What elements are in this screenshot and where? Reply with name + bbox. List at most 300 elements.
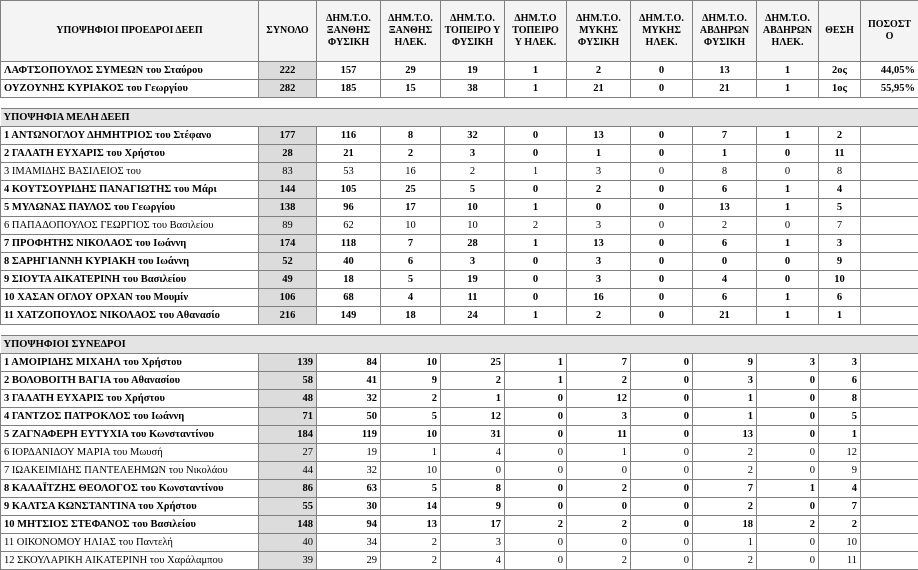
table-row	[1, 217, 918, 235]
table-row	[1, 552, 918, 570]
table-row	[1, 80, 918, 98]
station-votes: 0	[757, 271, 819, 289]
station-votes: 96	[317, 199, 381, 217]
rank-position: 1	[819, 307, 861, 325]
total-votes: 144	[259, 181, 317, 199]
rank-position: 8	[819, 390, 861, 408]
station-votes: 8	[441, 480, 505, 498]
station-votes: 2	[567, 307, 631, 325]
station-votes: 2	[381, 145, 441, 163]
station-votes: 0	[631, 354, 693, 372]
station-votes: 1	[757, 181, 819, 199]
candidate-name: 4 ΚΟΥΤΣΟΥΡΙΔΗΣ ΠΑΝΑΓΙΩΤΗΣ του Μάρι	[1, 181, 259, 199]
station-votes: 1	[505, 199, 567, 217]
station-votes: 0	[505, 552, 567, 570]
station-votes: 28	[441, 235, 505, 253]
station-votes: 32	[441, 127, 505, 145]
rank-position: 4	[819, 181, 861, 199]
station-votes: 12	[441, 408, 505, 426]
vote-percent	[861, 390, 918, 408]
header-title: ΥΠΟΨΗΦΙΟΙ ΠΡΟΕΔΡΟΙ ΔΕΕΠ	[1, 1, 259, 62]
station-votes: 25	[381, 181, 441, 199]
station-votes: 3	[567, 217, 631, 235]
station-votes: 63	[317, 480, 381, 498]
total-votes: 28	[259, 145, 317, 163]
station-votes: 2	[693, 552, 757, 570]
section-members-gap	[1, 98, 918, 109]
station-votes: 1	[693, 390, 757, 408]
candidate-name: 3 ΓΑΛΑΤΗ ΕΥΧΑΡΙΣ του Χρήστου	[1, 390, 259, 408]
total-votes: 216	[259, 307, 317, 325]
station-votes: 5	[381, 480, 441, 498]
station-votes: 10	[441, 217, 505, 235]
rank-position: 6	[819, 372, 861, 390]
station-votes: 0	[631, 199, 693, 217]
station-votes: 1	[505, 372, 567, 390]
station-votes: 6	[381, 253, 441, 271]
station-votes: 10	[381, 462, 441, 480]
station-votes: 3	[567, 408, 631, 426]
rank-position: 10	[819, 534, 861, 552]
rank-position: 11	[819, 145, 861, 163]
station-votes: 1	[505, 235, 567, 253]
total-votes: 52	[259, 253, 317, 271]
total-votes: 184	[259, 426, 317, 444]
station-votes: 0	[631, 552, 693, 570]
vote-percent	[861, 253, 918, 271]
station-votes: 2	[757, 516, 819, 534]
total-votes: 174	[259, 235, 317, 253]
rank-position: 2	[819, 127, 861, 145]
station-votes: 2	[693, 444, 757, 462]
rank-position: 5	[819, 199, 861, 217]
candidate-name: 10 ΜΗΤΣΙΟΣ ΣΤΕΦΑΝΟΣ του Βασιλείου	[1, 516, 259, 534]
station-votes: 13	[693, 426, 757, 444]
table-row	[1, 444, 918, 462]
station-votes: 0	[631, 426, 693, 444]
station-votes: 0	[505, 253, 567, 271]
station-votes: 13	[567, 235, 631, 253]
station-votes: 0	[505, 498, 567, 516]
station-votes: 4	[693, 271, 757, 289]
station-votes: 1	[505, 354, 567, 372]
station-votes: 0	[631, 253, 693, 271]
station-votes: 2	[567, 480, 631, 498]
station-votes: 0	[505, 390, 567, 408]
total-votes: 58	[259, 372, 317, 390]
table-row	[1, 199, 918, 217]
station-votes: 0	[505, 127, 567, 145]
station-votes: 19	[441, 62, 505, 80]
station-votes: 29	[381, 62, 441, 80]
rank-position: 3	[819, 235, 861, 253]
station-votes: 15	[381, 80, 441, 98]
station-votes: 0	[505, 271, 567, 289]
table-row	[1, 289, 918, 307]
total-votes: 27	[259, 444, 317, 462]
vote-percent	[861, 127, 918, 145]
station-votes: 1	[693, 408, 757, 426]
vote-percent	[861, 426, 918, 444]
table-row	[1, 307, 918, 325]
station-votes: 32	[317, 390, 381, 408]
station-votes: 2	[567, 516, 631, 534]
header-col-7: ΔΗΜ.Τ.Ο. ΑΒΔΗΡΩΝ ΦΥΣΙΚΗ	[693, 1, 757, 62]
station-votes: 21	[567, 80, 631, 98]
station-votes: 53	[317, 163, 381, 181]
station-votes: 7	[693, 480, 757, 498]
station-votes: 10	[381, 426, 441, 444]
station-votes: 1	[505, 80, 567, 98]
section-gap-cell	[1, 98, 918, 109]
station-votes: 3	[567, 163, 631, 181]
station-votes: 1	[693, 145, 757, 163]
station-votes: 13	[381, 516, 441, 534]
header-col-6: ΔΗΜ.Τ.Ο. ΜΥΚΗΣ ΗΛΕΚ.	[631, 1, 693, 62]
rank-position: 12	[819, 444, 861, 462]
rank-position: 7	[819, 217, 861, 235]
station-votes: 2	[381, 552, 441, 570]
station-votes: 0	[631, 498, 693, 516]
section-members	[1, 109, 918, 127]
vote-percent	[861, 145, 918, 163]
station-votes: 0	[505, 289, 567, 307]
station-votes: 50	[317, 408, 381, 426]
table-row	[1, 253, 918, 271]
station-votes: 32	[317, 462, 381, 480]
section-gap-cell	[1, 325, 918, 336]
vote-percent	[861, 354, 918, 372]
section-members-title: ΥΠΟΨΗΦΙΑ ΜΕΛΗ ΔΕΕΠ	[1, 109, 918, 127]
header-col-1: ΔΗΜ.Τ.Ο. ΞΑΝΘΗΣ ΦΥΣΙΚΗ	[317, 1, 381, 62]
station-votes: 0	[757, 217, 819, 235]
station-votes: 9	[441, 498, 505, 516]
station-votes: 0	[505, 480, 567, 498]
total-votes: 86	[259, 480, 317, 498]
table-row	[1, 127, 918, 145]
total-votes: 49	[259, 271, 317, 289]
station-votes: 18	[693, 516, 757, 534]
station-votes: 0	[631, 408, 693, 426]
candidate-name: 8 ΚΑΛΑΪΤΖΗΣ ΘΕΟΛΟΓΟΣ του Κωνσταντίνου	[1, 480, 259, 498]
table-row	[1, 145, 918, 163]
station-votes: 0	[505, 426, 567, 444]
station-votes: 0	[567, 498, 631, 516]
station-votes: 0	[631, 145, 693, 163]
section-delegates-gap	[1, 325, 918, 336]
rank-position: 9	[819, 253, 861, 271]
rank-position: 8	[819, 163, 861, 181]
station-votes: 0	[757, 444, 819, 462]
total-votes: 71	[259, 408, 317, 426]
station-votes: 12	[567, 390, 631, 408]
station-votes: 13	[567, 127, 631, 145]
candidate-name: 1 ΑΝΤΩΝΟΓΛΟΥ ΔΗΜΗΤΡΙΟΣ του Στέφανο	[1, 127, 259, 145]
station-votes: 5	[441, 181, 505, 199]
station-votes: 10	[381, 217, 441, 235]
station-votes: 0	[505, 145, 567, 163]
station-votes: 185	[317, 80, 381, 98]
candidate-name: 9 ΣΙΟΥΤΑ ΑΙΚΑΤΕΡΙΝΗ του Βασιλείου	[1, 271, 259, 289]
rank-position: 7	[819, 498, 861, 516]
station-votes: 0	[505, 462, 567, 480]
table-row	[1, 498, 918, 516]
station-votes: 13	[693, 199, 757, 217]
station-votes: 30	[317, 498, 381, 516]
rank-position: 9	[819, 462, 861, 480]
station-votes: 1	[567, 145, 631, 163]
total-votes: 138	[259, 199, 317, 217]
station-votes: 3	[441, 534, 505, 552]
station-votes: 0	[631, 390, 693, 408]
station-votes: 0	[441, 462, 505, 480]
station-votes: 34	[317, 534, 381, 552]
vote-percent	[861, 498, 918, 516]
station-votes: 31	[441, 426, 505, 444]
header-percent: ΠΟΣΟΣΤ Ο	[861, 1, 918, 62]
station-votes: 1	[505, 62, 567, 80]
station-votes: 2	[693, 217, 757, 235]
station-votes: 3	[441, 145, 505, 163]
station-votes: 11	[441, 289, 505, 307]
vote-percent	[861, 462, 918, 480]
station-votes: 2	[505, 217, 567, 235]
table-row	[1, 235, 918, 253]
station-votes: 149	[317, 307, 381, 325]
station-votes: 84	[317, 354, 381, 372]
station-votes: 0	[757, 253, 819, 271]
total-votes: 177	[259, 127, 317, 145]
station-votes: 2	[693, 498, 757, 516]
total-votes: 83	[259, 163, 317, 181]
station-votes: 21	[693, 307, 757, 325]
station-votes: 2	[567, 181, 631, 199]
total-votes: 39	[259, 552, 317, 570]
station-votes: 116	[317, 127, 381, 145]
header-col-4: ΔΗΜ.Τ.Ο ΤΟΠΕΙΡΟ Υ ΗΛΕΚ.	[505, 1, 567, 62]
station-votes: 0	[631, 289, 693, 307]
station-votes: 16	[567, 289, 631, 307]
station-votes: 2	[381, 390, 441, 408]
candidate-name: ΟΥΖΟΥΝΗΣ ΚΥΡΙΑΚΟΣ του Γεωργίου	[1, 80, 259, 98]
station-votes: 0	[631, 516, 693, 534]
station-votes: 118	[317, 235, 381, 253]
candidate-name: 10 ΧΑΣΑΝ ΟΓΛΟΥ ΟΡΧΑΝ του Μουμίν	[1, 289, 259, 307]
station-votes: 0	[631, 307, 693, 325]
table-row	[1, 480, 918, 498]
candidate-name: 6 ΠΑΠΑΔΟΠΟΥΛΟΣ ΓΕΩΡΓΙΟΣ του Βασιλείου	[1, 217, 259, 235]
table-row	[1, 271, 918, 289]
station-votes: 8	[693, 163, 757, 181]
rank-position: 2	[819, 516, 861, 534]
station-votes: 6	[693, 289, 757, 307]
station-votes: 0	[757, 552, 819, 570]
station-votes: 2	[505, 516, 567, 534]
total-votes: 89	[259, 217, 317, 235]
station-votes: 25	[441, 354, 505, 372]
station-votes: 4	[381, 289, 441, 307]
candidate-name: 5 ΖΑΓΝΑΦΕΡΗ ΕΥΤΥΧΙΑ του Κωνσταντίνου	[1, 426, 259, 444]
station-votes: 0	[567, 462, 631, 480]
station-votes: 7	[693, 127, 757, 145]
header-total: ΣΥΝΟΛΟ	[259, 1, 317, 62]
station-votes: 3	[693, 372, 757, 390]
station-votes: 0	[505, 181, 567, 199]
station-votes: 2	[441, 372, 505, 390]
section-delegates	[1, 336, 918, 354]
station-votes: 10	[441, 199, 505, 217]
candidate-name: 4 ΓΑΝΤΖΟΣ ΠΑΤΡΟΚΛΟΣ του Ιωάννη	[1, 408, 259, 426]
vote-percent	[861, 199, 918, 217]
header-position: ΘΕΣΗ	[819, 1, 861, 62]
station-votes: 1	[381, 444, 441, 462]
station-votes: 0	[631, 163, 693, 181]
station-votes: 21	[317, 145, 381, 163]
candidate-name: 11 ΟΙΚΟΝΟΜΟΥ ΗΛΙΑΣ του Παντελή	[1, 534, 259, 552]
station-votes: 16	[381, 163, 441, 181]
candidate-name: 2 ΓΑΛΑΤΗ ΕΥΧΑΡΙΣ του Χρήστου	[1, 145, 259, 163]
station-votes: 0	[757, 145, 819, 163]
station-votes: 9	[381, 372, 441, 390]
header-col-5: ΔΗΜ.Τ.Ο. ΜΥΚΗΣ ΦΥΣΙΚΗ	[567, 1, 631, 62]
rank-position: 4	[819, 480, 861, 498]
station-votes: 1	[441, 390, 505, 408]
station-votes: 2	[567, 552, 631, 570]
station-votes: 19	[317, 444, 381, 462]
station-votes: 29	[317, 552, 381, 570]
station-votes: 0	[757, 534, 819, 552]
station-votes: 0	[757, 408, 819, 426]
vote-percent	[861, 271, 918, 289]
station-votes: 0	[631, 235, 693, 253]
station-votes: 11	[567, 426, 631, 444]
vote-percent	[861, 516, 918, 534]
candidate-name: ΛΑΦΤΣΟΠΟΥΛΟΣ ΣΥΜΕΩΝ του Σταύρου	[1, 62, 259, 80]
total-votes: 282	[259, 80, 317, 98]
station-votes: 2	[381, 534, 441, 552]
station-votes: 0	[631, 480, 693, 498]
vote-percent	[861, 408, 918, 426]
station-votes: 0	[757, 163, 819, 181]
vote-percent	[861, 552, 918, 570]
table-row	[1, 408, 918, 426]
station-votes: 0	[505, 534, 567, 552]
station-votes: 0	[631, 127, 693, 145]
station-votes: 2	[693, 462, 757, 480]
station-votes: 2	[567, 372, 631, 390]
station-votes: 0	[505, 444, 567, 462]
station-votes: 157	[317, 62, 381, 80]
total-votes: 44	[259, 462, 317, 480]
total-votes: 106	[259, 289, 317, 307]
total-votes: 55	[259, 498, 317, 516]
station-votes: 6	[693, 181, 757, 199]
table-row	[1, 372, 918, 390]
vote-percent	[861, 217, 918, 235]
station-votes: 17	[441, 516, 505, 534]
station-votes: 18	[317, 271, 381, 289]
station-votes: 2	[567, 62, 631, 80]
table-row	[1, 534, 918, 552]
candidate-name: 2 ΒΟΛΟΒΟΙΤΗ ΒΑΓΙΑ του Αθανασίου	[1, 372, 259, 390]
station-votes: 0	[757, 390, 819, 408]
vote-percent: 55,95%	[861, 80, 918, 98]
table-row	[1, 516, 918, 534]
total-votes: 222	[259, 62, 317, 80]
table-row	[1, 354, 918, 372]
station-votes: 94	[317, 516, 381, 534]
station-votes: 41	[317, 372, 381, 390]
station-votes: 38	[441, 80, 505, 98]
total-votes: 148	[259, 516, 317, 534]
total-votes: 48	[259, 390, 317, 408]
header-col-3: ΔΗΜ.Τ.Ο. ΤΟΠΕΙΡΟ Υ ΦΥΣΙΚΗ	[441, 1, 505, 62]
candidate-name: 11 ΧΑΤΖΟΠΟΥΛΟΣ ΝΙΚΟΛΑΟΣ του Αθανασίο	[1, 307, 259, 325]
vote-percent	[861, 307, 918, 325]
station-votes: 1	[757, 289, 819, 307]
station-votes: 1	[757, 480, 819, 498]
rank-position: 3	[819, 354, 861, 372]
station-votes: 3	[567, 253, 631, 271]
station-votes: 0	[567, 199, 631, 217]
header-col-2: ΔΗΜ.Τ.Ο. ΞΑΝΘΗΣ ΗΛΕΚ.	[381, 1, 441, 62]
vote-percent: 44,05%	[861, 62, 918, 80]
table-row	[1, 390, 918, 408]
candidate-name: 12 ΣΚΟΥΛΑΡΙΚΗ ΑΙΚΑΤΕΡΙΝΗ του Χαράλαμπου	[1, 552, 259, 570]
candidate-name: 3 ΙΜΑΜΙΔΗΣ ΒΑΣΙΛΕΙΟΣ του	[1, 163, 259, 181]
station-votes: 4	[441, 444, 505, 462]
station-votes: 0	[757, 372, 819, 390]
table-row	[1, 163, 918, 181]
results-body	[1, 1, 918, 570]
station-votes: 0	[631, 62, 693, 80]
station-votes: 68	[317, 289, 381, 307]
station-votes: 19	[441, 271, 505, 289]
station-votes: 40	[317, 253, 381, 271]
station-votes: 1	[505, 307, 567, 325]
station-votes: 0	[631, 217, 693, 235]
station-votes: 0	[567, 534, 631, 552]
vote-percent	[861, 444, 918, 462]
station-votes: 62	[317, 217, 381, 235]
station-votes: 3	[757, 354, 819, 372]
station-votes: 24	[441, 307, 505, 325]
station-votes: 0	[757, 498, 819, 516]
station-votes: 0	[631, 534, 693, 552]
station-votes: 0	[505, 408, 567, 426]
station-votes: 0	[631, 462, 693, 480]
rank-position: 2ος	[819, 62, 861, 80]
rank-position: 1ος	[819, 80, 861, 98]
table-row	[1, 462, 918, 480]
table-row	[1, 181, 918, 199]
station-votes: 0	[631, 80, 693, 98]
section-delegates-title: ΥΠΟΨΗΦΙΟΙ ΣΥΝΕΔΡΟΙ	[1, 336, 918, 354]
rank-position: 5	[819, 408, 861, 426]
candidate-name: 7 ΠΡΟΦΗΤΗΣ ΝΙΚΟΛΑΟΣ του Ιωάννη	[1, 235, 259, 253]
station-votes: 9	[693, 354, 757, 372]
station-votes: 0	[757, 462, 819, 480]
table-row	[1, 426, 918, 444]
station-votes: 5	[381, 408, 441, 426]
candidate-name: 9 ΚΑΛΤΣΑ ΚΩΝΣΤΑΝΤΙΝΑ του Χρήστου	[1, 498, 259, 516]
station-votes: 1	[757, 235, 819, 253]
station-votes: 4	[441, 552, 505, 570]
header-row	[1, 1, 918, 62]
station-votes: 2	[441, 163, 505, 181]
station-votes: 1	[757, 62, 819, 80]
station-votes: 17	[381, 199, 441, 217]
